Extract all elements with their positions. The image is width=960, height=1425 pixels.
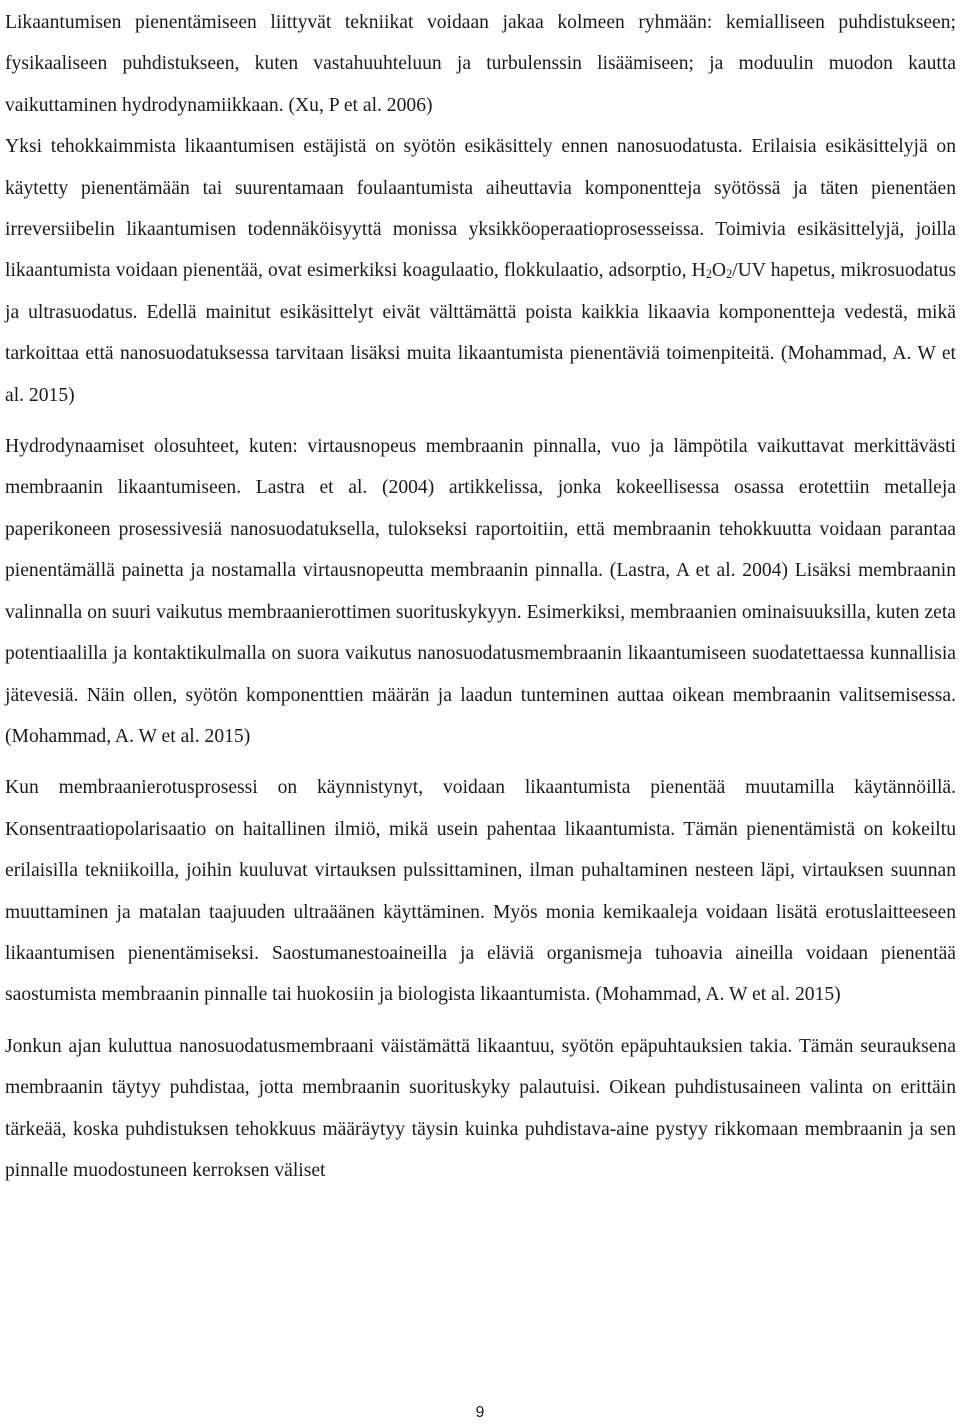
document-page xyxy=(5,0,956,1191)
paragraph-pretreatment xyxy=(5,126,956,416)
paragraph-fouling-techniques: Likaantumisen pienentämiseen liittyvät tekniikat voidaan jakaa kolmeen ryhmään: kemialliseen puhdistukseen; fysikaaliseen puhdistukseen, kuten vastahuuhteluun ja turbulenssin lisäämiseen; ja moduulin muodon kautta vaikuttaminen hydrodynamiikkaan. (Xu, P et al. 2006) xyxy=(5,12,956,116)
paragraph-hydrodynamic-conditions: Hydrodynaamiset olosuhteet, kuten: virtausnopeus membraanin pinnalla, vuo ja lämpötila vaikuttavat merkittävästi membraanin likaantumiseen. Lastra et al. (2004) artikkelissa, jonka kokeellisessa osassa erotettiin metalleja paperikoneen prosessivesiä nanosuodatuksella, tulokseksi raportoitiin, että membraanin tehokkuutta voidaan parantaa pienentämällä painetta ja nostamalla virtausnopeutta membraanin pinnalla. (Lastra, A et al. 2004) Lisäksi membraanin valinnalla on suuri vaikutus membraanierottimen suorituskykyyn. Esimerkiksi, membraanien ominaisuuksilla, kuten zeta potentiaalilla ja kontaktikulmalla on suora vaikutus nanosuodatusmembraanin likaantumiseen suodatettaessa kunnallisia jätevesiä. Näin ollen, syötön komponenttien määrän ja laadun tunteminen auttaa oikean membraanin valitsemisessa. (Mohammad, A. W et al. 2015) xyxy=(5,436,956,747)
formula-h: H xyxy=(691,260,706,282)
paragraph-pretreatment-tail: /UV hapetus, mikrosuodatus ja ultrasuodatus. Edellä mainitut esikäsittelyt eivät välttämättä poista kaikkia likaavia komponentteja vedestä, mikä tarkoittaa että nanosuodatuksessa tarvitaan lisäksi muita likaantumista pienentäviä toimenpiteitä. (Mohammad, A. W et al. 2015) xyxy=(5,260,956,406)
paragraph-process-practices: Kun membraanierotusprosessi on käynnistynyt, voidaan likaantumista pienentää muutamilla käytännöillä. Konsentraatiopolarisaatio on haitallinen ilmiö, mikä usein pahentaa likaantumista. Tämän pienentämistä on kokeiltu erilaisilla tekniikoilla, joihin kuuluvat virtauksen pulssittaminen, ilman puhaltaminen nesteen läpi, virtauksen suunnan muuttaminen ja matalan taajuuden ultraäänen käyttäminen. Myös monia kemikaaleja voidaan lisätä erotuslaitteeseen likaantumisen pienentämiseksi. Saostumanestoaineilla ja eläviä organismeja tuhoavia aineilla voidaan pienentää saostumista membraanin pinnalle tai huokosiin ja biologista likaantumista. (Mohammad, A. W et al. 2015) xyxy=(5,777,956,1006)
paragraph-membrane-cleaning: Jonkun ajan kuluttua nanosuodatusmembraani väistämättä likaantuu, syötön epäpuhtauksien takia. Tämän seurauksena membraanin täytyy puhdistaa, jotta membraanin suorituskyky palautuisi. Oikean puhdistusaineen valinta on erittäin tärkeää, koska puhdistuksen tehokkuus määräytyy täysin kuinka puhdistava-aine pystyy rikkomaan membraanin ja sen pinnalle muodostuneen kerroksen väliset xyxy=(5,1035,956,1181)
page-number: 9 xyxy=(475,1404,485,1421)
formula-subscript-1: 2 xyxy=(705,267,712,282)
formula-o: O xyxy=(711,260,727,282)
paragraph-pretreatment-text: Yksi tehokkaimmista likaantumisen estäjistä on syötön esikäsittely ennen nanosuodatusta. Erilaisia esikäsittelyjä on käytetty pienentämään tai suurentamaan foulaantumista aiheuttavia komponentteja syötössä ja täten pienentäen irreversiibelin likaantumisen todennäköisyyttä monissa yksikköoperaatioprosesseissa. Toimivia esikäsittelyjä, joilla likaantumista voidaan pienentää, ovat esimerkiksi koagulaatio, flokkulaatio, adsorptio, xyxy=(5,136,956,282)
formula-subscript-2: 2 xyxy=(726,267,733,282)
